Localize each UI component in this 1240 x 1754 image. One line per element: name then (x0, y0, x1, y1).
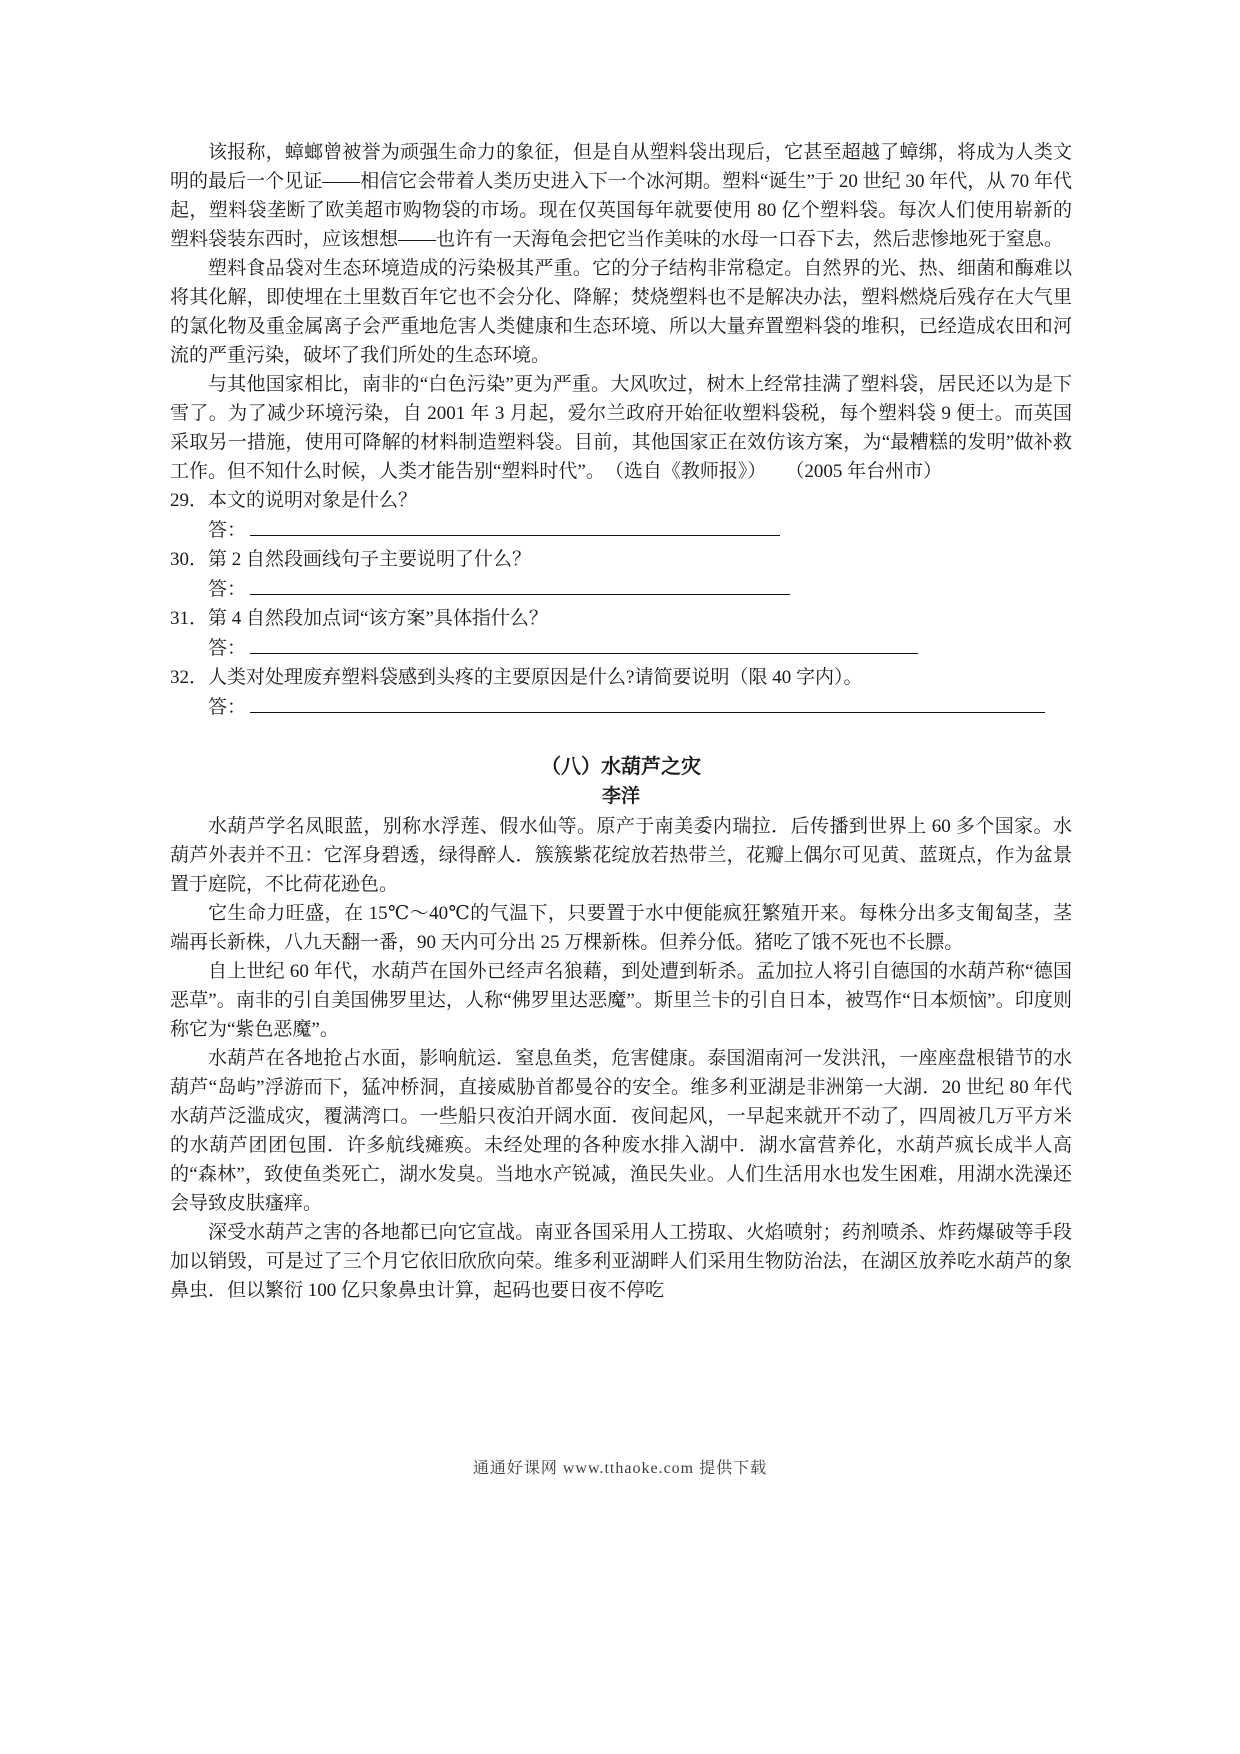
section-author: 李洋 (601, 786, 640, 807)
article2-paragraph-5: 深受水葫芦之害的各地都已向它宣战。南亚各国采用人工捞取、火焰喷射；药剂喷杀、炸药爆破等手段加以销毁，可是过了三个月它依旧欣欣向荣。维多利亚湖畔人们采用生物防治法，在湖区放养吃水葫芦的象鼻虫．但以繁衍 100 亿只象鼻虫计算，起码也要日夜不停吃 (170, 1222, 1072, 1301)
answer-line-31 (250, 633, 918, 654)
answer-line-32 (250, 692, 1045, 713)
article1-paragraph-3: 与其他国家相比，南非的“白色污染”更为严重。大风吹过，树木上经常挂满了塑料袋，居民还以为是下雪了。为了减少环境污染，自 2001 年 3 月起，爱尔兰政府开始征收塑料袋税，每个塑料袋 9 便士。而英国采取另一措施，使用可降解的材料制造塑料袋。目前，其他国家正在效仿该方案，为“最糟糕的发明”做补救工作。但不知什么时候，人类才能告别“塑料时代”。 （选自《教师报》） （2005 年台州市） (170, 374, 1072, 482)
section-title: （八）水葫芦之灾 (541, 756, 701, 778)
answer-label-29: 答： (208, 520, 247, 541)
question-30-number: 30． (170, 549, 209, 570)
question-31 (170, 604, 1072, 633)
article2-paragraph-4: 水葫芦在各地抢占水面，影响航运．窒息鱼类，危害健康。泰国湄南河一发洪汛，一座座盘根错节的水葫芦“岛屿”浮游而下，猛冲桥洞，直接威胁首都曼谷的安全。维多利亚湖是非洲第一大湖．20 世纪 80 年代水葫芦泛滥成灾，覆满湾口。一些船只夜泊开阔水面．夜间起风，一早起来就开不动了，四周被几万平方米的水葫芦团团包围．许多航线瘫痪。未经处理的各种废水排入湖中．湖水富营养化，水葫芦疯长成半人高的“森林”，致使鱼类死亡，湖水发臭。当地水产锐减，渔民失业。人们生活用水也发生困难，用湖水洗澡还会导致皮肤瘙痒。 (170, 1048, 1072, 1214)
question-32-text: 人类对处理废弃塑料袋感到头疼的主要原因是什么?请简要说明（限 40 字内）。 (208, 667, 863, 688)
question-31-text: 第 4 自然段加点词“该方案”具体指什么？ (208, 608, 548, 629)
article1-paragraph-2: 塑料食品袋对生态环境造成的污染极其严重。它的分子结构非常稳定。自然界的光、热、细菌和酶难以将其化解，即使埋在土里数百年它也不会分化、降解；焚烧塑料也不是解决办法，塑料燃烧后残存在大气里的氯化物及重金属离子会严重地危害人类健康和生态环境、所以大量弃置塑料袋的堆积，已经造成农田和河流的严重污染，破坏了我们所处的生态环境。 (170, 258, 1072, 366)
answer-row-32 (170, 692, 1072, 722)
question-32 (170, 663, 1072, 692)
question-29-text: 本文的说明对象是什么？ (208, 490, 418, 511)
question-31-number: 31． (170, 608, 209, 629)
answer-label-30: 答： (208, 579, 247, 600)
answer-row-31 (170, 633, 1072, 663)
article2-paragraph-3: 自上世纪 60 年代，水葫芦在国外已经声名狼藉，到处遭到斩杀。孟加拉人将引自德国的水葫芦称“德国恶草”。南非的引自美国佛罗里达，人称“佛罗里达恶魔”。斯里兰卡的引自日本，被骂作“日本烦恼”。印度则称它为“紫色恶魔”。 (170, 961, 1072, 1040)
answer-line-29 (250, 515, 780, 536)
article2-paragraph-2: 它生命力旺盛，在 15℃～40℃的气温下，只要置于水中便能疯狂繁殖开来。每株分出多支匍匐茎，茎端再长新株，八九天翻一番，90 天内可分出 25 万棵新株。但养分低。猪吃了饿不死也不长膘。 (170, 903, 1072, 953)
question-30 (170, 545, 1072, 574)
article2-paragraph-1: 水葫芦学名凤眼蓝，别称水浮莲、假水仙等。原产于南美委内瑞拉．后传播到世界上 60 多个国家。水葫芦外表并不丑：它浑身碧透，绿得醉人．簇簇紫花绽放若热带兰，花瓣上偶尔可见黄、蓝斑点，作为盆景置于庭院，不比荷花逊色。 (170, 816, 1072, 895)
question-29-number: 29． (170, 490, 209, 511)
document-content (170, 138, 1072, 1305)
answer-row-29 (170, 515, 1072, 545)
answer-label-32: 答： (208, 697, 247, 718)
article1-paragraph-1: 该报称，蟑螂曾被誉为顽强生命力的象征，但是自从塑料袋出现后，它甚至超越了蟑绑，将成为人类文明的最后一个见证——相信它会带着人类历史进入下一个冰河期。塑料“诞生”于 20 世纪 30 年代，从 70 年代起，塑料袋垄断了欧美超市购物袋的市场。现在仅英国每年就要使用 80 亿个塑料袋。每次人们使用崭新的塑料袋装东西时，应该想想——也许有一天海龟会把它当作美味的水母一口吞下去，然后悲惨地死于窒息。 (170, 142, 1072, 250)
question-30-text: 第 2 自然段画线句子主要说明了什么？ (208, 549, 532, 570)
answer-line-30 (250, 574, 790, 595)
question-32-number: 32． (170, 667, 209, 688)
question-29 (170, 486, 1072, 515)
answer-label-31: 答： (208, 638, 247, 659)
page-footer: 通通好课网 www.tthaoke.com 提供下载 (472, 1460, 768, 1477)
answer-row-30 (170, 574, 1072, 604)
